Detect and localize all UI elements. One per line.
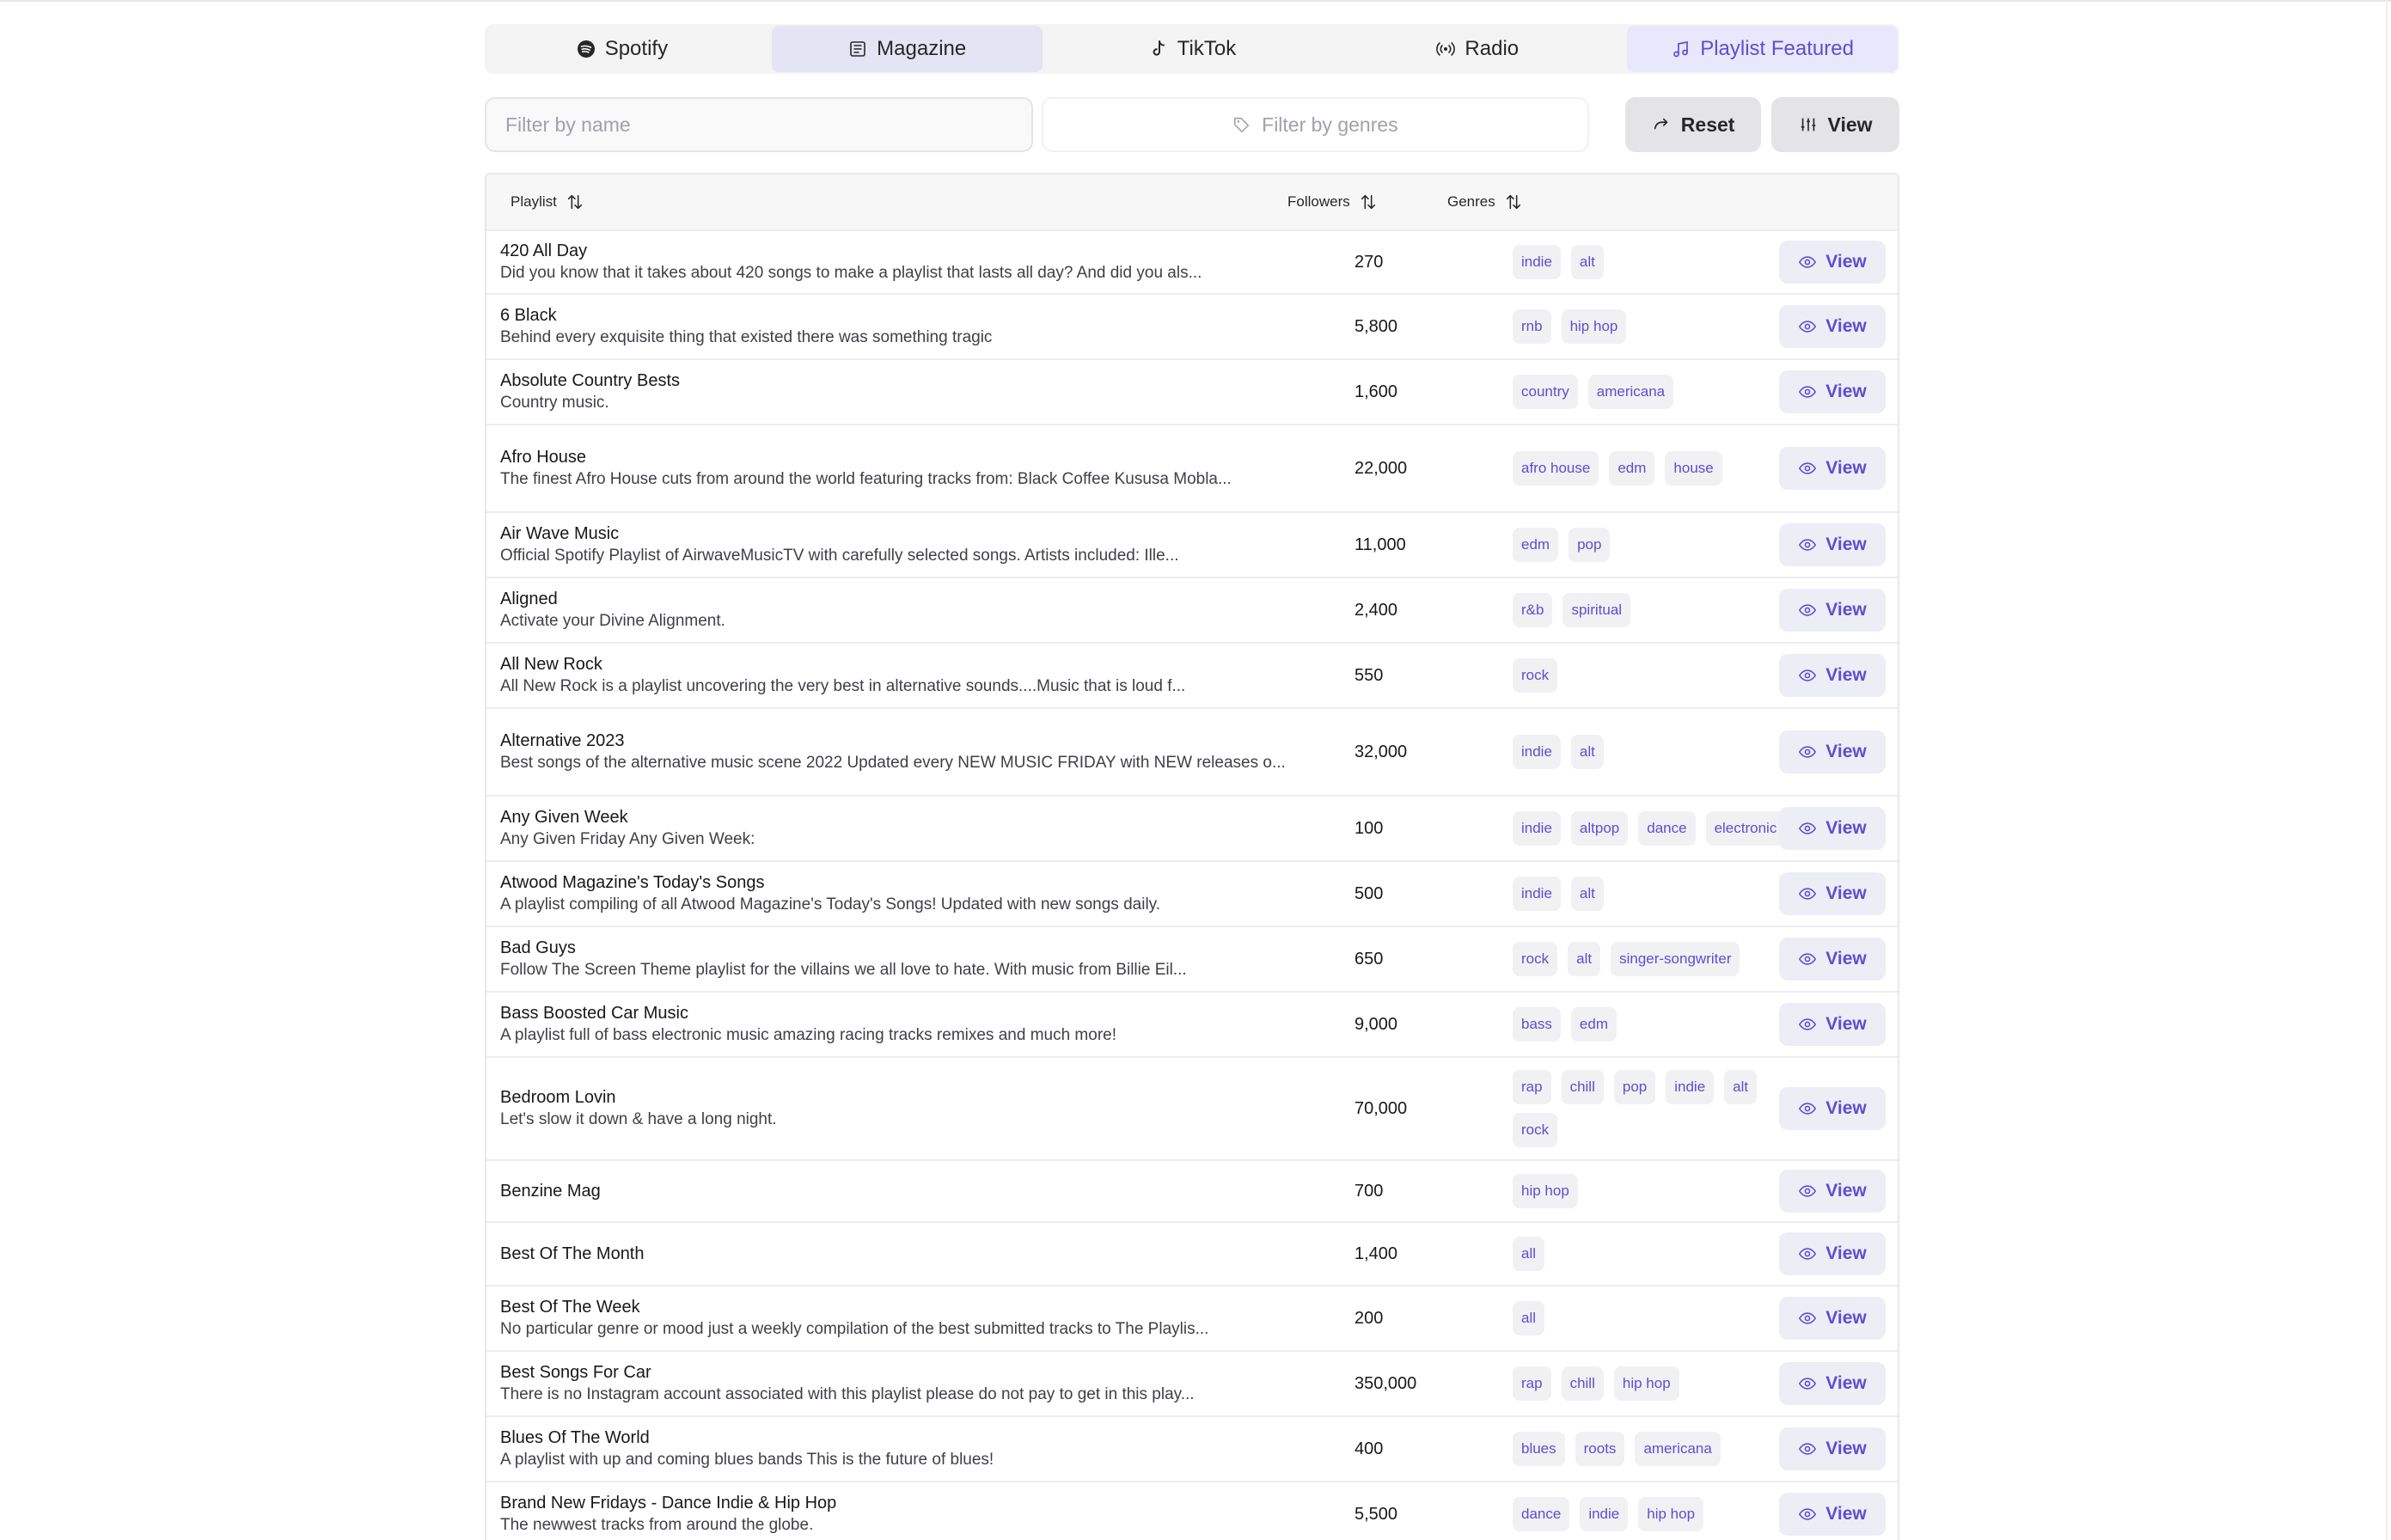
sliders-icon (1799, 115, 1818, 134)
genre-chip: rock (1513, 942, 1557, 976)
view-playlist-button[interactable] (1779, 1297, 1886, 1340)
genre-chip: indie (1513, 735, 1561, 769)
header-followers-label: Followers (1287, 193, 1350, 210)
music-note-icon (1671, 39, 1691, 59)
followers-count: 5,800 (1354, 316, 1398, 336)
playlist-title: Best Of The Week (500, 1298, 640, 1317)
view-label: View (1825, 883, 1867, 903)
playlist-description: Activate your Divine Alignment. (500, 612, 725, 630)
playlist-cell (486, 304, 1354, 349)
source-tabs (485, 24, 1899, 74)
table-row[interactable] (486, 1286, 1898, 1352)
action-cell (1779, 872, 1886, 915)
followers-count: 550 (1354, 665, 1384, 685)
action-cell (1779, 305, 1886, 348)
genre-chip: edm (1513, 528, 1558, 562)
eye-icon (1798, 1505, 1817, 1524)
playlist-table (485, 173, 1899, 1540)
genres-cell (1513, 1360, 1796, 1408)
followers-count: 100 (1354, 818, 1384, 838)
playlist-cell (486, 937, 1354, 981)
playlist-description: Best songs of the alternative music scene 2022 Updated every NEW MUSIC FRIDAY with NEW releases o... (500, 754, 1286, 772)
view-label: View (1825, 252, 1867, 272)
view-playlist-button[interactable] (1779, 370, 1886, 413)
sort-icon (1504, 192, 1523, 211)
table-row[interactable] (486, 1223, 1898, 1286)
header-playlist-label: Playlist (511, 193, 557, 210)
eye-icon (1798, 601, 1817, 620)
genres-cell (1513, 1000, 1796, 1048)
genres-cell (1513, 1294, 1796, 1342)
view-label: View (1825, 1439, 1867, 1458)
playlist-cell (486, 1243, 1354, 1265)
followers-count: 200 (1354, 1308, 1384, 1328)
genres-cell (1513, 1490, 1796, 1538)
top-divider (0, 0, 2391, 2)
tab-radio[interactable] (1342, 26, 1612, 72)
genre-chip: hip hop (1614, 1366, 1679, 1401)
genre-chip: all (1513, 1237, 1544, 1271)
playlist-title: Best Songs For Car (500, 1363, 651, 1382)
playlist-title: Blues Of The World (500, 1428, 650, 1447)
genre-chip: americana (1635, 1432, 1720, 1466)
table-row[interactable] (486, 1058, 1898, 1161)
action-cell (1779, 1170, 1886, 1213)
view-label: View (1825, 742, 1867, 761)
genre-chip: alt (1571, 245, 1604, 279)
eye-icon (1798, 1439, 1817, 1458)
playlist-description: Any Given Friday Any Given Week: (500, 830, 755, 848)
table-row[interactable] (486, 709, 1898, 797)
followers-count: 1,600 (1354, 382, 1398, 401)
eye-icon (1798, 535, 1817, 554)
genre-chip: indie (1513, 811, 1561, 846)
genre-chip: hip hop (1562, 309, 1627, 344)
tag-icon (1232, 115, 1251, 134)
playlist-title: Afro House (500, 448, 587, 467)
table-row[interactable] (486, 862, 1898, 927)
genre-chip: house (1665, 451, 1721, 486)
view-label: View (1825, 1014, 1867, 1034)
view-playlist-button[interactable] (1779, 1170, 1886, 1213)
followers-count: 350,000 (1354, 1373, 1417, 1393)
header-followers[interactable] (1287, 192, 1447, 211)
eye-icon (1798, 742, 1817, 761)
followers-count: 5,500 (1354, 1504, 1398, 1524)
view-label: View (1825, 665, 1867, 685)
table-row[interactable] (486, 295, 1898, 360)
genre-chip: singer-songwriter (1611, 942, 1740, 976)
genre-chip: chill (1562, 1070, 1604, 1104)
view-label: View (1825, 316, 1867, 336)
tab-label: Spotify (604, 37, 669, 60)
view-playlist-button[interactable] (1779, 305, 1886, 348)
view-playlist-button[interactable] (1779, 589, 1886, 632)
followers-count: 650 (1354, 949, 1384, 969)
playlist-description: Country music. (500, 394, 609, 412)
view-playlist-button[interactable] (1779, 730, 1886, 773)
action-cell (1779, 447, 1886, 490)
tab-label: Radio (1465, 37, 1520, 60)
playlist-cell (486, 806, 1354, 851)
playlist-description: Did you know that it takes about 420 songs to make a playlist that lasts all day? And did you als... (500, 264, 1202, 282)
playlist-cell (486, 446, 1354, 491)
view-label: View (1825, 818, 1867, 838)
action-cell (1779, 1427, 1886, 1470)
playlist-title: Aligned (500, 590, 558, 608)
eye-icon (1798, 950, 1817, 969)
genre-chip: indie (1666, 1070, 1714, 1104)
playlist-cell (486, 730, 1354, 774)
action-cell (1779, 370, 1886, 413)
eye-icon (1798, 884, 1817, 903)
genre-chip: rock (1513, 1113, 1557, 1147)
tab-tiktok[interactable] (1057, 26, 1328, 72)
tab-label: Playlist Featured (1700, 37, 1854, 60)
playlist-cell (486, 588, 1354, 632)
genre-chip: rap (1513, 1366, 1551, 1401)
tab-playlist-featured[interactable] (1627, 26, 1898, 72)
genre-chip: indie (1580, 1497, 1628, 1531)
spotify-icon (576, 39, 596, 59)
eye-icon (1798, 459, 1817, 478)
action-cell (1779, 589, 1886, 632)
playlist-description: Behind every exquisite thing that existed there was something tragic (500, 328, 993, 346)
genre-chip: indie (1513, 245, 1561, 279)
playlist-title: Air Wave Music (500, 524, 620, 543)
genre-chip: pop (1614, 1070, 1655, 1104)
playlist-cell (486, 370, 1354, 414)
genres-cell (1513, 302, 1796, 351)
followers-count: 9,000 (1354, 1014, 1398, 1034)
genre-chip: alt (1571, 877, 1604, 911)
genre-chip: bass (1513, 1007, 1561, 1042)
view-label: View (1825, 1244, 1867, 1263)
playlist-title: Absolute Country Bests (500, 371, 680, 390)
genres-cell (1513, 935, 1796, 983)
table-row[interactable] (486, 231, 1898, 295)
playlist-title: 6 Black (500, 306, 557, 325)
view-playlist-button[interactable] (1779, 938, 1886, 981)
playlist-description: Let's slow it down & have a long night. (500, 1110, 777, 1128)
eye-icon (1798, 253, 1817, 272)
genres-cell (1513, 1230, 1796, 1278)
view-playlist-button[interactable] (1779, 1362, 1886, 1405)
playlist-cell (486, 1492, 1354, 1537)
sort-icon (566, 192, 584, 211)
action-cell (1779, 1297, 1886, 1340)
genres-cell (1513, 804, 1796, 852)
playlist-title: All New Rock (500, 655, 602, 674)
playlist-title: Bass Boosted Car Music (500, 1004, 688, 1023)
genre-chip: all (1513, 1301, 1544, 1335)
playlist-description: A playlist with up and coming blues bands This is the future of blues! (500, 1451, 994, 1469)
playlist-cell (486, 240, 1354, 284)
playlist-description: Official Spotify Playlist of AirwaveMusicTV with carefully selected songs. Artists included: Ille... (500, 547, 1179, 565)
view-playlist-button[interactable] (1779, 1232, 1886, 1275)
table-row[interactable] (486, 644, 1898, 709)
newspaper-icon (847, 39, 868, 59)
playlist-cell (486, 1296, 1354, 1341)
genres-cell (1513, 368, 1796, 416)
action-cell (1779, 1362, 1886, 1405)
header-playlist[interactable] (511, 192, 1287, 211)
genres-cell (1513, 728, 1796, 776)
view-playlist-button[interactable] (1779, 1493, 1886, 1536)
action-cell (1779, 654, 1886, 697)
playlist-title: Any Given Week (500, 808, 628, 827)
genre-chip: blues (1513, 1432, 1565, 1466)
sort-icon (1359, 192, 1378, 211)
view-playlist-button[interactable] (1779, 1003, 1886, 1046)
action-cell (1779, 938, 1886, 981)
view-label: View (1825, 1308, 1867, 1328)
header-genres-label: Genres (1447, 193, 1495, 210)
table-body (486, 231, 1898, 1540)
playlist-cell (486, 1086, 1354, 1131)
playlist-title: Bedroom Lovin (500, 1088, 616, 1107)
view-label: View (1825, 535, 1867, 554)
view-label: View (1825, 1098, 1867, 1118)
filter-genres-button[interactable] (1042, 97, 1590, 152)
table-row[interactable] (486, 360, 1898, 425)
playlist-cell (486, 1002, 1354, 1047)
genre-chip: rap (1513, 1070, 1551, 1104)
playlist-description: There is no Instagram account associated with this playlist please do not pay to get in this play... (500, 1385, 1195, 1403)
action-cell (1779, 1003, 1886, 1046)
genre-chip: chill (1562, 1366, 1604, 1401)
action-cell (1779, 1493, 1886, 1536)
followers-count: 11,000 (1354, 535, 1406, 554)
genres-cell (1513, 1063, 1796, 1154)
playlist-cell (486, 871, 1354, 916)
eye-icon (1798, 1374, 1817, 1393)
genre-chip: roots (1575, 1432, 1625, 1466)
view-playlist-button[interactable] (1779, 1087, 1886, 1130)
reset-arrow-icon (1652, 115, 1671, 134)
table-row[interactable] (486, 578, 1898, 644)
view-playlist-button[interactable] (1779, 654, 1886, 697)
action-cell (1779, 1232, 1886, 1275)
playlist-description: A playlist full of bass electronic music amazing racing tracks remixes and much more! (500, 1026, 1116, 1044)
radio-icon (1435, 39, 1456, 59)
followers-count: 32,000 (1354, 742, 1408, 761)
playlist-cell (486, 653, 1354, 698)
playlist-title: Atwood Magazine's Today's Songs (500, 873, 765, 892)
playlist-title: Bad Guys (500, 938, 576, 957)
view-label: View (1825, 1181, 1867, 1201)
table-row[interactable] (486, 1161, 1898, 1223)
genres-cell (1513, 870, 1796, 918)
table-row[interactable] (486, 797, 1898, 862)
playlist-title: Alternative 2023 (500, 731, 625, 750)
genre-chip: americana (1588, 375, 1673, 409)
genres-cell (1513, 651, 1796, 700)
genre-chip: dance (1638, 811, 1695, 846)
filter-name-input[interactable] (485, 97, 1033, 152)
playlist-description: All New Rock is a playlist uncovering the very best in alternative sounds....Music that is loud f... (500, 677, 1186, 695)
playlist-page (485, 24, 1899, 1540)
genre-chip: alt (1571, 735, 1604, 769)
genre-chip: spiritual (1562, 593, 1630, 627)
genres-cell (1513, 1167, 1796, 1215)
eye-icon (1798, 382, 1817, 401)
genre-chip: dance (1513, 1497, 1569, 1531)
genre-chip: alt (1568, 942, 1600, 976)
followers-count: 1,400 (1354, 1244, 1398, 1263)
playlist-title: 420 All Day (500, 241, 588, 260)
eye-icon (1798, 1309, 1817, 1328)
table-row[interactable] (486, 513, 1898, 578)
eye-icon (1798, 1182, 1817, 1201)
genres-cell (1513, 1425, 1796, 1473)
action-cell (1779, 807, 1886, 850)
tab-label: Magazine (877, 37, 967, 60)
followers-count: 70,000 (1354, 1098, 1408, 1118)
playlist-cell (486, 1427, 1354, 1471)
genre-chip: hip hop (1638, 1497, 1703, 1531)
filter-genres-label: Filter by genres (1262, 113, 1398, 136)
genres-cell (1513, 586, 1796, 634)
tiktok-icon (1148, 39, 1169, 59)
filter-bar (485, 97, 1899, 152)
view-playlist-button[interactable] (1779, 807, 1886, 850)
genre-chip: altpop (1571, 811, 1628, 846)
eye-icon (1798, 666, 1817, 685)
action-cell (1779, 730, 1886, 773)
reset-button[interactable] (1625, 97, 1761, 152)
table-header (486, 174, 1898, 231)
table-row[interactable] (486, 927, 1898, 993)
table-row[interactable] (486, 425, 1898, 513)
playlist-cell (486, 1180, 1354, 1202)
playlist-description: A playlist compiling of all Atwood Magazine's Today's Songs! Updated with new songs daily. (500, 895, 1161, 914)
playlist-description: The newwest tracks from around the globe. (500, 1516, 814, 1534)
playlist-description: No particular genre or mood just a weekly compilation of the best submitted tracks to The Playlis... (500, 1320, 1209, 1338)
table-row[interactable] (486, 1482, 1898, 1540)
genre-chip: electronic (1706, 811, 1786, 846)
tab-label: TikTok (1177, 37, 1237, 60)
view-options-button[interactable] (1771, 97, 1899, 152)
playlist-title: Benzine Mag (500, 1182, 601, 1201)
tab-magazine[interactable] (772, 26, 1043, 72)
followers-count: 2,400 (1354, 600, 1398, 620)
genre-chip: country (1513, 375, 1578, 409)
view-playlist-button[interactable] (1779, 447, 1886, 490)
eye-icon (1798, 1099, 1817, 1118)
eye-icon (1798, 819, 1817, 838)
action-cell (1779, 241, 1886, 284)
view-label: View (1825, 949, 1867, 969)
header-genres[interactable] (1447, 192, 1523, 211)
genre-chip: r&b (1513, 593, 1552, 627)
followers-count: 700 (1354, 1181, 1384, 1201)
genre-chip: indie (1513, 877, 1561, 911)
table-row[interactable] (486, 1352, 1898, 1417)
view-label: View (1825, 600, 1867, 620)
table-row[interactable] (486, 993, 1898, 1058)
tab-spotify[interactable] (486, 26, 757, 72)
table-row[interactable] (486, 1417, 1898, 1482)
genre-chip: edm (1609, 451, 1654, 486)
view-label: View (1825, 458, 1867, 478)
view-playlist-button[interactable] (1779, 241, 1886, 284)
eye-icon (1798, 1015, 1817, 1034)
eye-icon (1798, 1244, 1817, 1263)
view-label: View (1825, 382, 1867, 401)
view-label: View (1825, 1504, 1867, 1524)
action-cell (1779, 1087, 1886, 1130)
genre-chip: pop (1569, 528, 1610, 562)
reset-label: Reset (1680, 113, 1735, 136)
genre-chip: afro house (1513, 451, 1599, 486)
genre-chip: hip hop (1513, 1174, 1578, 1208)
playlist-title: Brand New Fridays - Dance Indie & Hip Hop (500, 1494, 837, 1512)
genres-cell (1513, 521, 1796, 569)
view-playlist-button[interactable] (1779, 523, 1886, 566)
genre-chip: edm (1571, 1007, 1617, 1042)
followers-count: 400 (1354, 1439, 1384, 1458)
followers-count: 500 (1354, 883, 1384, 903)
playlist-description: Follow The Screen Theme playlist for the villains we all love to hate. With music from Billie Eil... (500, 961, 1187, 979)
view-playlist-button[interactable] (1779, 872, 1886, 915)
playlist-description: The finest Afro House cuts from around the world featuring tracks from: Black Coffee Kususa Mobla... (500, 470, 1232, 488)
view-label: View (1825, 1373, 1867, 1393)
genres-cell (1513, 444, 1796, 492)
followers-count: 270 (1354, 252, 1384, 272)
view-options-label: View (1827, 113, 1873, 136)
playlist-cell (486, 1361, 1354, 1406)
followers-count: 22,000 (1354, 458, 1408, 478)
playlist-title: Best Of The Month (500, 1244, 645, 1263)
view-playlist-button[interactable] (1779, 1427, 1886, 1470)
genre-chip: rock (1513, 658, 1557, 693)
eye-icon (1798, 317, 1817, 336)
genre-chip: alt (1724, 1070, 1757, 1104)
action-cell (1779, 523, 1886, 566)
genres-cell (1513, 238, 1796, 286)
playlist-cell (486, 522, 1354, 567)
scrollbar-track[interactable] (2386, 0, 2388, 1540)
genre-chip: rnb (1513, 309, 1551, 344)
